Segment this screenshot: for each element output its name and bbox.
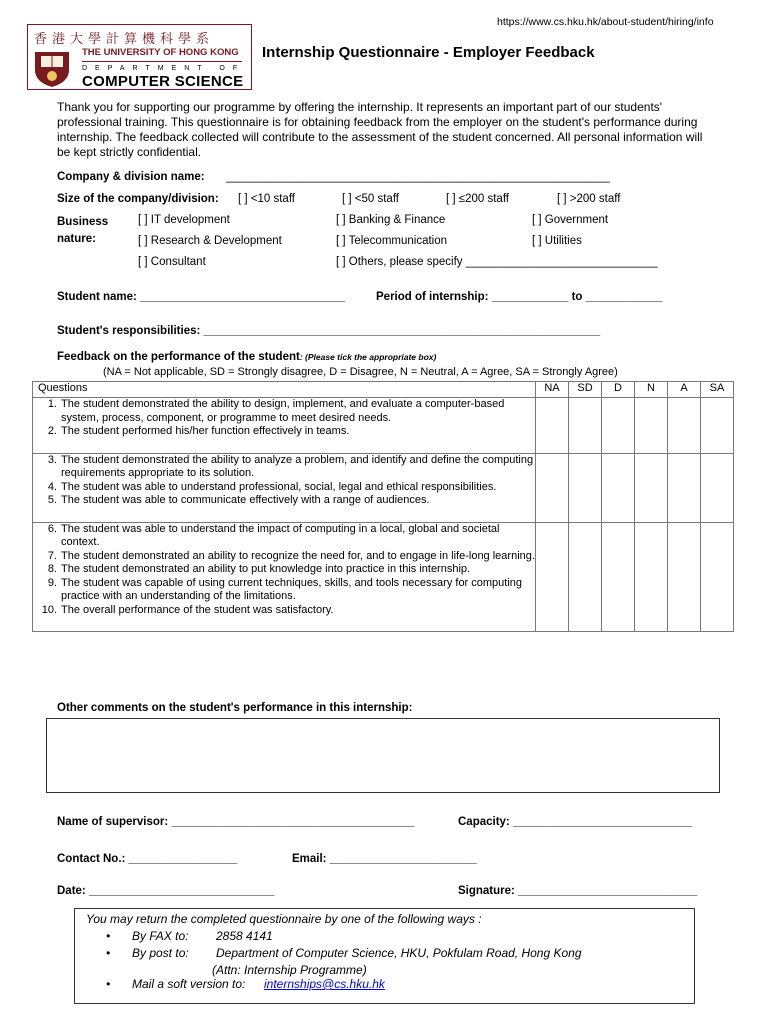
supervisor-field[interactable]: Name of supervisor: ______________________________________	[57, 816, 415, 828]
table-header-row	[33, 382, 734, 398]
question-item	[36, 604, 535, 618]
business-option-banking[interactable]: [ ] Banking & Finance	[336, 214, 446, 226]
university-crest-icon	[32, 50, 72, 88]
logo-university-name: THE UNIVERSITY OF HONG KONG	[82, 47, 239, 58]
rating-cell-sa[interactable]	[701, 453, 734, 522]
feedback-heading-text: Feedback on the performance of the student	[57, 351, 300, 363]
question-item	[36, 481, 535, 495]
rating-cell-sa[interactable]	[701, 398, 734, 454]
rating-cell-a[interactable]	[668, 522, 701, 632]
date-field[interactable]: Date: _____________________________	[57, 885, 275, 897]
size-option-le200[interactable]: [ ] ≤200 staff	[446, 193, 509, 205]
business-label-2: nature:	[57, 233, 96, 245]
question-item	[36, 398, 535, 425]
rating-cell-sd[interactable]	[569, 398, 602, 454]
col-header-sd: SD	[569, 382, 602, 398]
question-group-cell	[33, 522, 536, 632]
business-option-it[interactable]: [ ] IT development	[138, 214, 230, 226]
question-item	[36, 550, 535, 564]
question-number: 8.	[47, 563, 57, 575]
table-row	[33, 453, 734, 522]
question-number: 5.	[47, 494, 57, 506]
logo-chinese-text: 香港大學計算機科學系	[34, 32, 215, 47]
bullet-icon: •	[106, 946, 111, 960]
question-item	[36, 425, 535, 439]
feedback-note: : (Please tick the appropriate box)	[299, 352, 437, 362]
business-option-government[interactable]: [ ] Government	[532, 214, 609, 226]
question-text: The student was able to understand professional, social, legal and ethical responsibilities.	[61, 480, 497, 493]
col-header-d: D	[602, 382, 635, 398]
rating-cell-a[interactable]	[668, 398, 701, 454]
size-option-lt10[interactable]: [ ] <10 staff	[238, 193, 296, 205]
logo-department-label: DEPARTMENT OF	[82, 65, 246, 72]
rating-cell-n[interactable]	[635, 522, 668, 632]
table-row	[33, 522, 734, 632]
size-label: Size of the company/division:	[57, 193, 219, 205]
post-label: By post to:	[132, 946, 189, 960]
logo-department-name: COMPUTER SCIENCE	[82, 73, 244, 90]
company-label: Company & division name:	[57, 171, 205, 183]
table-row	[33, 398, 734, 454]
business-option-research[interactable]: [ ] Research & Development	[138, 235, 282, 247]
email-field[interactable]: Email: _______________________	[292, 853, 477, 865]
bullet-icon: •	[106, 977, 111, 991]
responsibilities-field[interactable]: Student's responsibilities: ______________________________________________________________	[57, 325, 601, 337]
question-text: The student was able to communicate effectively with a range of audiences.	[61, 494, 430, 506]
rating-cell-sa[interactable]	[701, 522, 734, 632]
question-number: 10.	[41, 603, 57, 616]
rating-cell-na[interactable]	[536, 522, 569, 632]
rating-cell-a[interactable]	[668, 453, 701, 522]
question-text: The overall performance of the student was satisfactory.	[61, 603, 334, 616]
fax-value: 2858 4141	[216, 929, 273, 943]
col-header-na: NA	[536, 382, 569, 398]
business-option-consultant[interactable]: [ ] Consultant	[138, 256, 206, 268]
col-header-a: A	[668, 382, 701, 398]
question-number: 6.	[47, 522, 57, 535]
question-text: The student was capable of using current techniques, skills, and tools necessary for computing practice with an understanding of the limitations.	[61, 576, 523, 602]
question-item	[36, 454, 535, 481]
rating-cell-sd[interactable]	[569, 453, 602, 522]
mail-link[interactable]: internships@cs.hku.hk	[264, 977, 385, 991]
question-text: The student demonstrated an ability to put knowledge into practice in this internship.	[61, 563, 471, 575]
col-header-n: N	[635, 382, 668, 398]
rating-cell-n[interactable]	[635, 398, 668, 454]
question-text: The student demonstrated the ability to analyze a problem, and identify and define the computing requirements appropriate to its solution.	[61, 453, 534, 479]
rating-legend: (NA = Not applicable, SD = Strongly disagree, D = Disagree, N = Neutral, A = Agree, SA = Strongly Agree)	[103, 366, 618, 378]
question-group-cell	[33, 453, 536, 522]
question-group-cell	[33, 398, 536, 454]
student-name-field[interactable]: Student name: ________________________________	[57, 291, 345, 303]
question-text: The student demonstrated an ability to recognize the need for, and to engage in life-long learning.	[61, 549, 535, 562]
internship-period-field[interactable]: Period of internship: ____________ to ____________	[376, 291, 663, 303]
question-item	[36, 563, 535, 577]
size-option-gt200[interactable]: [ ] >200 staff	[557, 193, 621, 205]
rating-cell-na[interactable]	[536, 453, 569, 522]
page-title: Internship Questionnaire - Employer Feedback	[262, 44, 595, 61]
business-label: Business	[57, 216, 109, 228]
comments-label: Other comments on the student's performance in this internship:	[57, 702, 413, 714]
size-option-lt50[interactable]: [ ] <50 staff	[342, 193, 400, 205]
contact-field[interactable]: Contact No.: _________________	[57, 853, 238, 865]
question-number: 4.	[47, 480, 57, 493]
question-item	[36, 577, 535, 604]
question-number: 2.	[47, 425, 57, 437]
business-option-telecom[interactable]: [ ] Telecommunication	[336, 235, 448, 247]
questions-header: Questions	[33, 382, 536, 398]
post-attn: (Attn: Internship Programme)	[212, 963, 367, 977]
business-option-others[interactable]: [ ] Others, please specify ______________________________	[336, 256, 658, 268]
rating-cell-d[interactable]	[602, 453, 635, 522]
rating-cell-sd[interactable]	[569, 522, 602, 632]
question-text: The student performed his/her function effectively in teams.	[61, 425, 350, 437]
company-input-line[interactable]: ____________________________________________________________	[226, 171, 610, 183]
col-header-sa: SA	[701, 382, 734, 398]
return-intro: You may return the completed questionnaire by one of the following ways :	[86, 912, 482, 926]
question-text: The student was able to understand the impact of computing in a local, global and societal context.	[61, 522, 500, 548]
bullet-icon: •	[106, 929, 111, 943]
question-item	[36, 523, 535, 550]
logo-divider	[82, 61, 242, 62]
hku-cs-logo	[27, 24, 252, 90]
question-number: 1.	[47, 398, 57, 410]
question-number: 3.	[47, 453, 57, 466]
return-instructions-box	[74, 908, 695, 1004]
rating-cell-d[interactable]	[602, 522, 635, 632]
post-value: Department of Computer Science, HKU, Pokfulam Road, Hong Kong	[216, 946, 582, 960]
intro-paragraph: Thank you for supporting our programme by offering the internship. It represents an important part of our students' professional training. This questionnaire is for obtaining feedback from the employer on the student's performance during internship. The feedback collected will contribute to the assessment of the student concerned. All personal information will be kept strictly confidential.	[57, 100, 703, 159]
mail-label: Mail a soft version to:	[132, 977, 246, 991]
comments-textarea[interactable]	[46, 718, 720, 793]
question-number: 9.	[47, 576, 57, 589]
rating-cell-d[interactable]	[602, 398, 635, 454]
page-url: https://www.cs.hku.hk/about-student/hiring/info	[497, 16, 714, 28]
feedback-heading	[57, 351, 436, 363]
capacity-field[interactable]: Capacity: ____________________________	[458, 816, 693, 828]
question-text: The student demonstrated the ability to design, implement, and evaluate a computer-based system, process, component, or programme to meet desired needs.	[61, 398, 505, 424]
question-item	[36, 494, 535, 508]
signature-field[interactable]: Signature: ____________________________	[458, 885, 698, 897]
business-option-utilities[interactable]: [ ] Utilities	[532, 235, 582, 247]
feedback-table	[32, 381, 734, 632]
rating-cell-n[interactable]	[635, 453, 668, 522]
fax-label: By FAX to:	[132, 929, 189, 943]
rating-cell-na[interactable]	[536, 398, 569, 454]
question-number: 7.	[47, 549, 57, 562]
